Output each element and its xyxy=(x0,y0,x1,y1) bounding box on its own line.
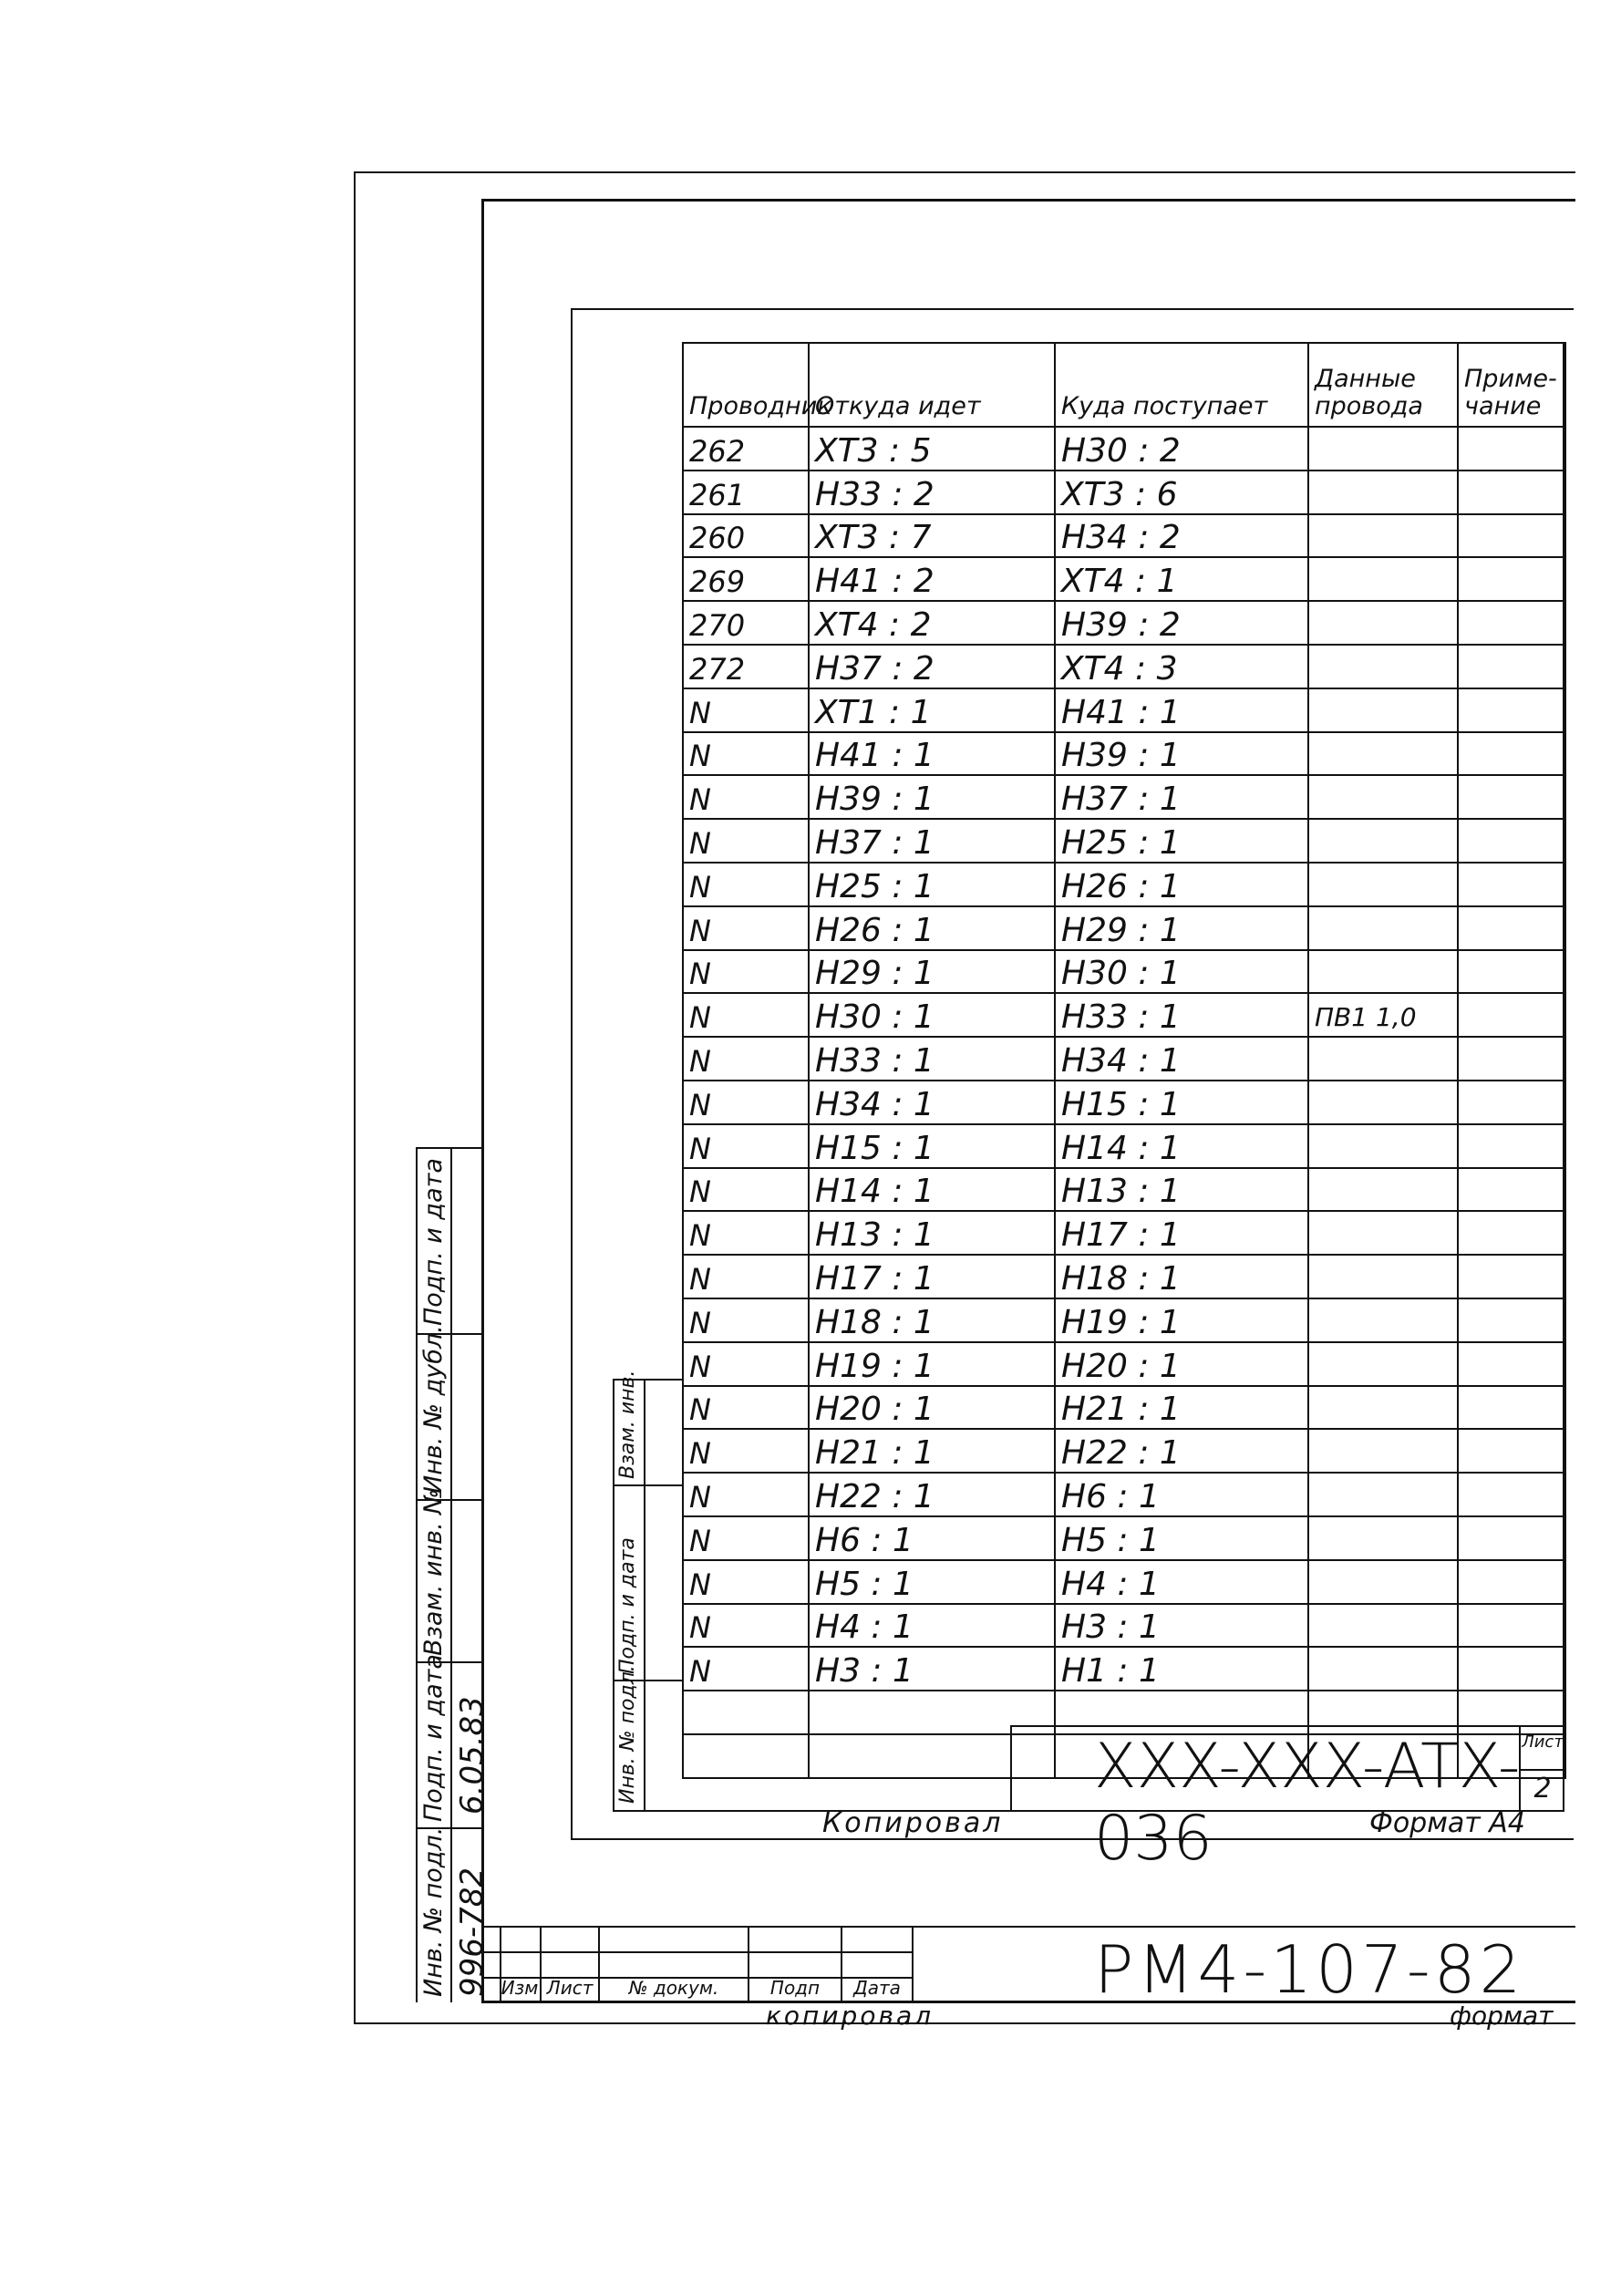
cell-note xyxy=(1458,1386,1565,1430)
title-col-date: Дата xyxy=(853,1977,901,1999)
cell-conductor: N xyxy=(683,1124,809,1168)
cell-from: Н41 : 1 xyxy=(809,732,1055,776)
cell-note xyxy=(1458,1429,1565,1473)
cell-wire-data xyxy=(1308,1255,1458,1298)
cell-to: ХТ3 : 6 xyxy=(1055,471,1308,514)
title-col-izm: Изм xyxy=(501,1977,539,1999)
inner-side-replace-inv: Взам. инв. xyxy=(616,1370,639,1479)
table-row xyxy=(683,1255,1565,1298)
title-col-doc: № докум. xyxy=(628,1977,719,1999)
table-row xyxy=(683,471,1565,514)
cell-to: Н30 : 2 xyxy=(1055,427,1308,471)
table-row xyxy=(683,514,1565,558)
outer-side-sign-date: Подп. и дата xyxy=(419,1654,448,1822)
empty-table-row xyxy=(683,1691,1565,1734)
cell-wire-data xyxy=(1308,1473,1458,1516)
table-row xyxy=(683,1037,1565,1081)
cell-from: Н14 : 1 xyxy=(809,1168,1055,1212)
empty-cell xyxy=(809,1691,1055,1734)
cell-conductor: N xyxy=(683,1429,809,1473)
cell-conductor: N xyxy=(683,993,809,1037)
empty-cell xyxy=(1458,1691,1565,1734)
table-row xyxy=(683,427,1565,471)
cell-conductor: 269 xyxy=(683,557,809,601)
outer-side-sign-date-2: Подп. и дата xyxy=(419,1158,448,1326)
table-row xyxy=(683,1647,1565,1691)
cell-to: Н17 : 1 xyxy=(1055,1211,1308,1255)
outer-side-replace-inv: Взам. инв. № xyxy=(419,1488,448,1656)
header-conductor: Проводник xyxy=(683,343,809,427)
title-col-sign: Подп xyxy=(769,1977,821,1999)
cell-to: Н6 : 1 xyxy=(1055,1473,1308,1516)
cell-wire-data xyxy=(1308,471,1458,514)
cell-conductor: N xyxy=(683,863,809,906)
cell-from: Н25 : 1 xyxy=(809,863,1055,906)
cell-conductor: N xyxy=(683,1516,809,1560)
cell-wire-data xyxy=(1308,1081,1458,1124)
cell-note xyxy=(1458,1647,1565,1691)
header-to: Куда поступает xyxy=(1055,343,1308,427)
cell-from: Н21 : 1 xyxy=(809,1429,1055,1473)
cell-from: Н33 : 1 xyxy=(809,1037,1055,1081)
cell-to: Н15 : 1 xyxy=(1055,1081,1308,1124)
cell-wire-data xyxy=(1308,427,1458,471)
cell-from: Н34 : 1 xyxy=(809,1081,1055,1124)
cell-from: Н18 : 1 xyxy=(809,1298,1055,1342)
cell-note xyxy=(1458,1081,1565,1124)
cell-wire-data xyxy=(1308,1429,1458,1473)
cell-to: Н37 : 1 xyxy=(1055,775,1308,819)
cell-wire-data xyxy=(1308,1124,1458,1168)
cell-note xyxy=(1458,1255,1565,1298)
cell-wire-data xyxy=(1308,863,1458,906)
cell-to: Н20 : 1 xyxy=(1055,1342,1308,1386)
cell-conductor: 260 xyxy=(683,514,809,558)
cell-to: Н22 : 1 xyxy=(1055,1429,1308,1473)
empty-cell xyxy=(1055,1691,1308,1734)
cell-to: ХТ4 : 3 xyxy=(1055,645,1308,688)
outer-inv-number: 996-782 xyxy=(454,1867,490,1997)
cell-from: Н37 : 2 xyxy=(809,645,1055,688)
table-row xyxy=(683,993,1565,1037)
empty-cell xyxy=(683,1691,809,1734)
cell-from: Н20 : 1 xyxy=(809,1386,1055,1430)
cell-wire-data xyxy=(1308,601,1458,645)
table-row xyxy=(683,1386,1565,1430)
cell-from: Н13 : 1 xyxy=(809,1211,1055,1255)
inner-sheet-number: 2 xyxy=(1533,1773,1552,1805)
cell-from: Н26 : 1 xyxy=(809,906,1055,950)
cell-conductor: N xyxy=(683,950,809,994)
outer-doc-code: РМ4-107-82 xyxy=(1094,1931,1525,2008)
cell-to: Н30 : 1 xyxy=(1055,950,1308,994)
table-row xyxy=(683,1168,1565,1212)
cell-wire-data xyxy=(1308,1211,1458,1255)
cell-to: Н34 : 1 xyxy=(1055,1037,1308,1081)
cell-to: Н18 : 1 xyxy=(1055,1255,1308,1298)
table-row xyxy=(683,1342,1565,1386)
cell-conductor: N xyxy=(683,1560,809,1604)
cell-note xyxy=(1458,645,1565,688)
table-header-row xyxy=(683,343,1565,427)
inner-side-inv-orig: Инв. № подл. xyxy=(616,1665,639,1804)
table-row xyxy=(683,1604,1565,1648)
cell-note xyxy=(1458,1037,1565,1081)
cell-from: ХТ4 : 2 xyxy=(809,601,1055,645)
cell-wire-data xyxy=(1308,1342,1458,1386)
cell-to: Н29 : 1 xyxy=(1055,906,1308,950)
cell-conductor: N xyxy=(683,732,809,776)
cell-conductor: 262 xyxy=(683,427,809,471)
cell-to: Н14 : 1 xyxy=(1055,1124,1308,1168)
cell-note xyxy=(1458,1473,1565,1516)
cell-conductor: N xyxy=(683,1298,809,1342)
cell-to: Н5 : 1 xyxy=(1055,1516,1308,1560)
empty-cell xyxy=(1055,1734,1308,1778)
cell-to: Н39 : 2 xyxy=(1055,601,1308,645)
cell-to: Н13 : 1 xyxy=(1055,1168,1308,1212)
empty-cell xyxy=(1308,1734,1458,1778)
cell-conductor: N xyxy=(683,688,809,732)
cell-note xyxy=(1458,863,1565,906)
cell-from: Н41 : 2 xyxy=(809,557,1055,601)
cell-note xyxy=(1458,775,1565,819)
cell-to: Н19 : 1 xyxy=(1055,1298,1308,1342)
cell-to: Н39 : 1 xyxy=(1055,732,1308,776)
cell-conductor: N xyxy=(683,1168,809,1212)
cell-to: Н3 : 1 xyxy=(1055,1604,1308,1648)
cell-from: Н29 : 1 xyxy=(809,950,1055,994)
empty-cell xyxy=(683,1734,809,1778)
cell-note xyxy=(1458,1168,1565,1212)
cell-wire-data xyxy=(1308,1298,1458,1342)
cell-to: Н25 : 1 xyxy=(1055,819,1308,863)
cell-note xyxy=(1458,471,1565,514)
cell-wire-data xyxy=(1308,1037,1458,1081)
table-row xyxy=(683,1298,1565,1342)
cell-conductor: N xyxy=(683,1211,809,1255)
table-row xyxy=(683,1124,1565,1168)
cell-conductor: N xyxy=(683,1081,809,1124)
table-row xyxy=(683,1429,1565,1473)
outer-copied: копировал xyxy=(766,2001,934,2031)
cell-from: Н15 : 1 xyxy=(809,1124,1055,1168)
wire-table xyxy=(682,342,1566,1779)
cell-note xyxy=(1458,1211,1565,1255)
inner-copied: Копировал xyxy=(822,1807,1004,1839)
header-note: Приме- чание xyxy=(1458,343,1565,427)
table-row xyxy=(683,819,1565,863)
inner-side-sign-date: Подп. и дата xyxy=(616,1537,639,1674)
cell-to: Н4 : 1 xyxy=(1055,1560,1308,1604)
table-row xyxy=(683,601,1565,645)
table-row xyxy=(683,775,1565,819)
cell-from: ХТ1 : 1 xyxy=(809,688,1055,732)
inner-format: Формат А4 xyxy=(1369,1807,1525,1839)
cell-note xyxy=(1458,688,1565,732)
cell-from: Н17 : 1 xyxy=(809,1255,1055,1298)
cell-wire-data xyxy=(1308,645,1458,688)
table-row xyxy=(683,1473,1565,1516)
cell-wire-data xyxy=(1308,557,1458,601)
cell-to: Н21 : 1 xyxy=(1055,1386,1308,1430)
cell-conductor: N xyxy=(683,1647,809,1691)
table-row xyxy=(683,688,1565,732)
cell-from: ХТ3 : 5 xyxy=(809,427,1055,471)
table-row xyxy=(683,557,1565,601)
table-row xyxy=(683,863,1565,906)
header-from: Откуда идет xyxy=(809,343,1055,427)
cell-wire-data xyxy=(1308,1604,1458,1648)
cell-wire-data xyxy=(1308,1516,1458,1560)
cell-from: Н4 : 1 xyxy=(809,1604,1055,1648)
cell-note xyxy=(1458,1124,1565,1168)
table-row xyxy=(683,1516,1565,1560)
table-row xyxy=(683,1211,1565,1255)
cell-conductor: 261 xyxy=(683,471,809,514)
table-row xyxy=(683,1560,1565,1604)
table-row xyxy=(683,906,1565,950)
empty-cell xyxy=(1458,1734,1565,1778)
cell-note xyxy=(1458,427,1565,471)
cell-note xyxy=(1458,906,1565,950)
cell-to: Н1 : 1 xyxy=(1055,1647,1308,1691)
cell-conductor: N xyxy=(683,1604,809,1648)
cell-note xyxy=(1458,1298,1565,1342)
cell-wire-data xyxy=(1308,1168,1458,1212)
cell-from: ХТ3 : 7 xyxy=(809,514,1055,558)
empty-cell xyxy=(1308,1691,1458,1734)
inner-sheet-label: Лист xyxy=(1522,1732,1564,1752)
cell-to: Н33 : 1 xyxy=(1055,993,1308,1037)
cell-from: Н22 : 1 xyxy=(809,1473,1055,1516)
cell-note xyxy=(1458,819,1565,863)
cell-to: Н41 : 1 xyxy=(1055,688,1308,732)
cell-wire-data xyxy=(1308,514,1458,558)
cell-conductor: 272 xyxy=(683,645,809,688)
cell-conductor: N xyxy=(683,819,809,863)
outer-format: формат xyxy=(1450,2001,1554,2031)
title-col-list: Лист xyxy=(546,1977,594,1999)
cell-wire-data xyxy=(1308,688,1458,732)
empty-table-row xyxy=(683,1734,1565,1778)
cell-from: Н33 : 2 xyxy=(809,471,1055,514)
cell-wire-data xyxy=(1308,775,1458,819)
cell-wire-data xyxy=(1308,906,1458,950)
cell-wire-data: ПВ1 1,0 xyxy=(1308,993,1458,1037)
cell-conductor: N xyxy=(683,1342,809,1386)
cell-note xyxy=(1458,557,1565,601)
cell-note xyxy=(1458,993,1565,1037)
cell-note xyxy=(1458,1516,1565,1560)
header-wire-data: Данные провода xyxy=(1308,343,1458,427)
cell-conductor: N xyxy=(683,775,809,819)
cell-wire-data xyxy=(1308,1560,1458,1604)
cell-wire-data xyxy=(1308,732,1458,776)
cell-from: Н5 : 1 xyxy=(809,1560,1055,1604)
cell-conductor: N xyxy=(683,1255,809,1298)
table-row xyxy=(683,1081,1565,1124)
cell-from: Н3 : 1 xyxy=(809,1647,1055,1691)
cell-conductor: 270 xyxy=(683,601,809,645)
cell-note xyxy=(1458,514,1565,558)
cell-wire-data xyxy=(1308,950,1458,994)
cell-conductor: N xyxy=(683,906,809,950)
outer-sign-date-value: 6.05.83 xyxy=(454,1696,490,1815)
cell-note xyxy=(1458,1342,1565,1386)
cell-from: Н6 : 1 xyxy=(809,1516,1055,1560)
cell-wire-data xyxy=(1308,819,1458,863)
table-row xyxy=(683,950,1565,994)
cell-note xyxy=(1458,601,1565,645)
outer-side-inv-orig: Инв. № подл. xyxy=(419,1826,448,1997)
cell-to: Н34 : 2 xyxy=(1055,514,1308,558)
empty-cell xyxy=(809,1734,1055,1778)
inner-doc-code: XXX-XXX-ATX-036 xyxy=(1094,1731,1521,1875)
cell-to: Н26 : 1 xyxy=(1055,863,1308,906)
cell-conductor: N xyxy=(683,1386,809,1430)
cell-from: Н30 : 1 xyxy=(809,993,1055,1037)
cell-from: Н39 : 1 xyxy=(809,775,1055,819)
cell-note xyxy=(1458,732,1565,776)
cell-conductor: N xyxy=(683,1037,809,1081)
cell-note xyxy=(1458,1560,1565,1604)
cell-from: Н19 : 1 xyxy=(809,1342,1055,1386)
cell-wire-data xyxy=(1308,1647,1458,1691)
table-row xyxy=(683,732,1565,776)
cell-note xyxy=(1458,950,1565,994)
cell-conductor: N xyxy=(683,1473,809,1516)
cell-note xyxy=(1458,1604,1565,1648)
outer-side-dup-inv: Инв. № дубл. xyxy=(419,1325,448,1494)
cell-wire-data xyxy=(1308,1386,1458,1430)
cell-to: ХТ4 : 1 xyxy=(1055,557,1308,601)
table-row xyxy=(683,645,1565,688)
cell-from: Н37 : 1 xyxy=(809,819,1055,863)
